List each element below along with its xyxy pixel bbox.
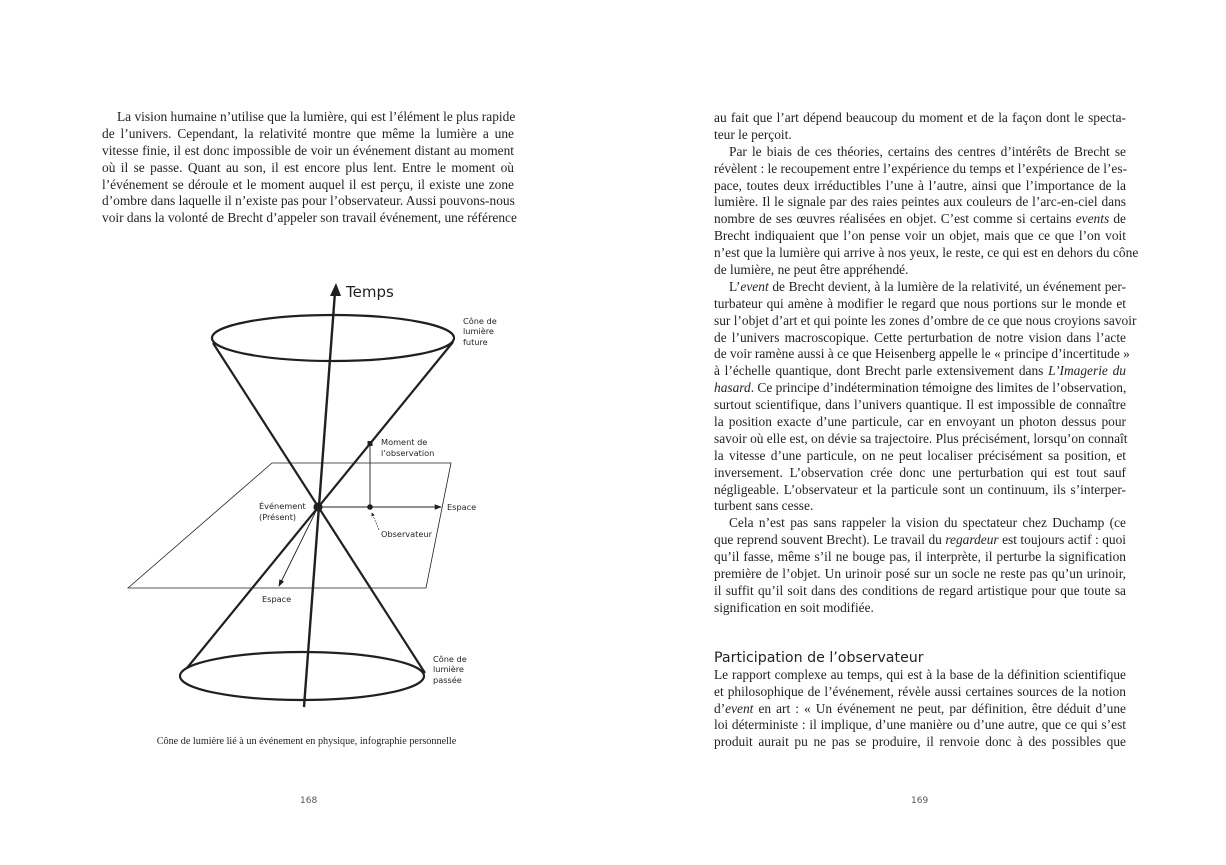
text-line: loi déterministe : il implique, d’une manière ou d’une autre, que ce qui s’est — [714, 717, 1126, 733]
text-line: où il se passe. Quant au son, il est encore plus lent. Entre le moment où — [102, 159, 514, 175]
observer-label: Observateur — [381, 529, 432, 539]
paragraph — [714, 667, 1126, 751]
time-axis-label: Temps — [346, 283, 394, 301]
text-line: pace, toutes deux irréductibles l’une à l’autre, ainsi que l’importance de la — [714, 177, 1126, 193]
text-line: teur le perçoit. — [714, 126, 792, 142]
time-axis-arrowhead — [330, 283, 341, 296]
text-line: de l’univers. Cependant, la relativité montre que même la lumière a une — [102, 125, 514, 141]
time-axis — [304, 292, 335, 707]
text-line: première de l’objet. Un urinoir posé sur un socle ne reste pas qu’un urinoir, — [714, 566, 1126, 582]
text-line: la position exacte d’une particule, car en envoyant un photon dessus pour — [714, 414, 1126, 430]
text-line: n’est que la lumière qui arrive à nos yeux, le reste, ce qui est en dehors du cône — [714, 245, 1139, 261]
text-line: il suffit qu’il soit dans des conditions de regard artistique pour que toute sa — [714, 582, 1126, 598]
observation-moment-marker — [368, 441, 373, 446]
text-line: produit aurait pu ne pas se produire, il renvoie donc à des possibles que — [714, 734, 1126, 750]
event-label: Événement (Présent) — [259, 501, 306, 522]
text-line: de voir ramène aussi à ce que Heisenberg appelle le « principe d’incertitude » — [714, 346, 1130, 362]
text-line: Brecht indiquaient que l’on pense voir un objet, mais que ce que l’on voit — [714, 228, 1126, 244]
past-cone-rim — [180, 652, 424, 700]
text-line: lumière. Il le signale par des raies peintes aux couleurs de l’arc-en-ciel dans — [714, 194, 1126, 210]
text-line: savoir où elle est, on dévie sa trajectoire. Plus précisément, lorsqu’on connaît — [714, 430, 1128, 446]
observation-moment-label: Moment de l’observation — [381, 437, 435, 458]
past-cone-label: Cône de lumière passée — [433, 654, 467, 685]
space-plane — [128, 463, 451, 588]
text-line: de lumière, ne peut être appréhendé. — [714, 262, 909, 278]
text-line: que reprend souvent Brecht). Le travail du regardeur est toujours actif : quoi — [714, 532, 1126, 548]
text-line: nombre de ses œuvres réalisées en objet. C’est comme si certains events de — [714, 211, 1126, 227]
right-page — [613, 0, 1226, 865]
text-line: la vitesse d’une particule, on ne peut localiser précisément sa position, et — [714, 447, 1126, 463]
text-line: au fait que l’art dépend beaucoup du moment et de la façon dont le specta- — [714, 110, 1126, 125]
text-line: d’event en art : « Un événement ne peut, par définition, être déduit d’une — [714, 700, 1126, 716]
text-line: révèlent : le recoupement entre l’expérience du temps et l’expérience de l’es- — [714, 160, 1128, 176]
future-cone-label: Cône de lumière future — [463, 316, 497, 347]
text-line: Cela n’est pas sans rappeler la vision du spectateur chez Duchamp (ce — [729, 515, 1126, 531]
page-number: 168 — [300, 796, 318, 806]
page-number: 169 — [911, 796, 929, 806]
text-line: Par le biais de ces théories, certains des centres d’intérêts de Brecht se — [729, 143, 1126, 159]
text-line: négligeable. L’observateur et la particule sont un continuum, ils s’interper- — [714, 481, 1126, 497]
text-line: sur l’objet d’art et qui pointe les zones d’ombre de ce que nous croyions savoir — [714, 312, 1137, 328]
observer-pointer — [372, 513, 379, 530]
text-line: La vision humaine n’utilise que la lumière, qui est l’élément le plus rapide — [117, 109, 516, 124]
text-line: hasard. Ce principe d’indétermination témoigne des limites de l’observation, — [714, 380, 1127, 396]
text-line: voir dans la volonté de Brecht d’appeler son travail événement, une référence — [102, 210, 517, 226]
paragraph — [714, 110, 1126, 144]
observer-point — [367, 504, 373, 510]
text-line: Le rapport complexe au temps, qui est à la base de la définition scientifique — [714, 666, 1126, 682]
text-line: à l’échelle quantique, dont Brecht parle extensivement dans L’Imagerie du — [714, 363, 1126, 379]
text-line: qu’il fasse, même s’il ne bouge pas, il interprète, il perturbe la signification — [714, 549, 1126, 565]
event-point — [314, 503, 323, 512]
text-line: d’ombre dans laquelle il n’existe pas pour l’observateur. Aussi pouvons-nous — [102, 193, 515, 209]
text-line: de l’univers macroscopique. Cette perturbation de notre vision dans l’acte — [714, 329, 1126, 345]
text-line: L’event de Brecht devient, à la lumière de la relativité, un événement per- — [729, 278, 1126, 294]
paragraph — [714, 278, 1137, 515]
paragraph — [714, 515, 1126, 616]
space-y-label: Espace — [262, 594, 292, 604]
section-heading: Participation de l’observateur — [714, 649, 924, 666]
figure-caption: Cône de lumière lié à un événement en physique, infographie personnelle — [156, 736, 457, 747]
text-line: vitesse finie, il est donc impossible de voir un événement distant au moment — [102, 142, 514, 158]
right-page-body — [714, 110, 1139, 751]
text-line: inversement. L’observation crée donc une perturbation qui est tout sauf — [714, 464, 1126, 480]
space-x-label: Espace — [447, 502, 477, 512]
text-line: surtout scientifique, dans l’univers quantique. Il est impossible de connaître — [714, 397, 1126, 413]
text-line: signification en soit modifiée. — [714, 599, 874, 615]
text-line: turbent sans cesse. — [714, 498, 814, 514]
light-cone-diagram — [0, 0, 613, 730]
text-line: l’événement se déroule et le moment auquel il est perçu, il existe une zone — [102, 176, 514, 192]
paragraph — [714, 143, 1139, 279]
text-line: et philosophique de l’événement, révèle aussi certaines sources de la notion — [714, 683, 1126, 699]
text-line: turbateur qui amène à modifier le regard que nous portions sur le monde et — [714, 295, 1126, 311]
